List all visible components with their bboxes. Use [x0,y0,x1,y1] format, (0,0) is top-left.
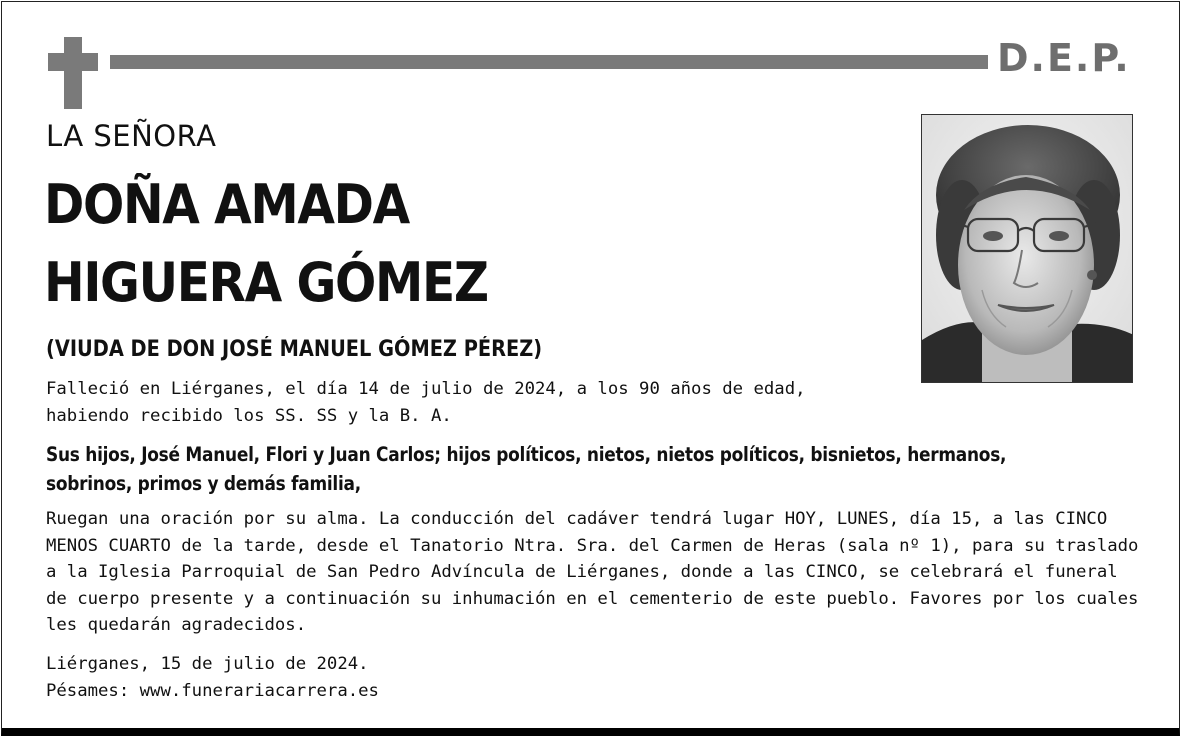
funeral-details-line: les quedarán agradecidos. [46,615,307,635]
cross-icon-horizontal [48,53,98,71]
funeral-details-line: de cuerpo presente y a continuación su inhumación en el cementerio de este pueblo. Favores por los cuales [46,588,1139,609]
deceased-name-line2: HIGUERA GÓMEZ [44,251,488,314]
deceased-name [44,166,488,322]
funeral-details-line: a la Iglesia Parroquial de San Pedro Advíncula de Liérganes, donde a las CINCO, se celebrará el funeral [46,562,1118,582]
dep-label: D.E.P. [997,36,1131,80]
deceased-name-line1: DOÑA AMADA [44,173,409,236]
portrait-photo [921,114,1133,383]
family-list [46,440,1006,498]
death-notice [46,376,806,429]
funeral-details-line: Ruegan una oración por su alma. La conducción del cadáver tendrá lugar HOY, LUNES, día 15, a las CINCO [46,509,1108,529]
widow-note: (VIUDA DE DON JOSÉ MANUEL GÓMEZ PÉREZ) [46,337,543,362]
condolences-link: Pésames: www.funerariacarrera.es [46,680,379,701]
honorific: LA SEÑORA [46,119,217,153]
death-notice-line: habiendo recibido los SS. SS y la B. A. [46,405,452,426]
header-rule [110,55,988,69]
place-date: Liérganes, 15 de julio de 2024. [46,654,369,674]
family-line: Sus hijos, José Manuel, Flori y Juan Carlos; hijos políticos, nietos, nietos políticos, bisnietos, hermanos, [46,443,1007,466]
funeral-details [46,506,1138,639]
portrait-illustration [922,115,1133,383]
death-notice-line: Falleció en Liérganes, el día 14 de julio de 2024, a los 90 años de edad, [46,379,806,399]
closing [46,651,379,704]
cross-icon-vertical [64,37,82,109]
funeral-details-line: MENOS CUARTO de la tarde, desde el Tanatorio Ntra. Sra. del Carmen de Heras (sala nº 1), para su traslado [46,535,1139,556]
family-line: sobrinos, primos y demás familia, [46,472,361,495]
